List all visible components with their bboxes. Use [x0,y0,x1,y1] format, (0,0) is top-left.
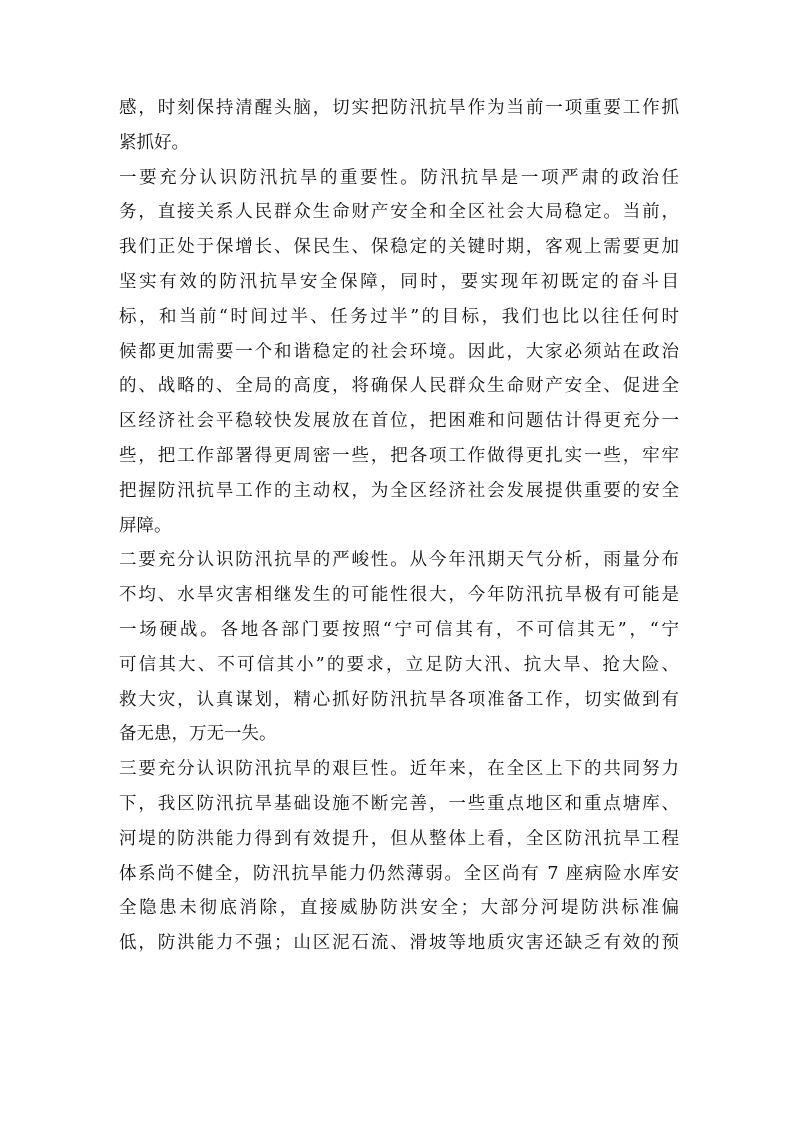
text-line: 紧抓好。 [119,132,189,153]
text-line: 一场硬战。各地各部门要按照“宁可信其有，不可信其无”，“宁 [119,619,679,640]
text-line: 的、战略的、全局的高度，将确保人民群众生命财产安全、促进全 [119,376,679,397]
text-line: 我们正处于保增长、保民生、保稳定的关键时期，客观上需要更加 [119,237,679,258]
text-line: 二要充分认识防汛抗旱的严峻性。从今年汛期天气分析，雨量分布 [119,550,679,571]
text-line: 可信其大、不可信其小”的要求，立足防大汛、抗大旱、抢大险、 [119,654,679,675]
text-line: 区经济社会平稳较快发展放在首位，把困难和问题估计得更充分一 [119,411,679,432]
text-line: 标，和当前“时间过半、任务过半”的目标，我们也比以往任何时 [119,306,679,327]
text-line: 些，把工作部署得更周密一些，把各项工作做得更扎实一些，牢牢 [119,445,679,466]
document-body [119,91,679,961]
text-line: 三要充分认识防汛抗旱的艰巨性。近年来，在全区上下的共同努力 [119,759,679,780]
text-line: 候都更加需要一个和谐稳定的社会环境。因此，大家必须站在政治 [119,341,679,362]
text-line: 低，防洪能力不强；山区泥石流、滑坡等地质灾害还缺乏有效的预 [119,933,679,954]
text-line: 河堤的防洪能力得到有效提升，但从整体上看，全区防汛抗旱工程 [119,828,679,849]
text-line: 救大灾，认真谋划，精心抓好防汛抗旱各项准备工作，切实做到有 [119,689,679,710]
text-line: 下，我区防汛抗旱基础设施不断完善，一些重点地区和重点塘库、 [119,793,679,814]
text-line: 一要充分认识防汛抗旱的重要性。防汛抗旱是一项严肃的政治任 [119,167,679,188]
text-line: 屏障。 [119,515,172,536]
text-line: 务，直接关系人民群众生命财产安全和全区社会大局稳定。当前， [119,202,679,223]
text-line: 备无患，万无一失。 [119,724,277,745]
text-line: 全隐患未彻底消除，直接威胁防洪安全；大部分河堤防洪标准偏 [119,898,679,919]
text-line: 不均、水旱灾害相继发生的可能性很大，今年防汛抗旱极有可能是 [119,585,679,606]
text-line: 感，时刻保持清醒头脑，切实把防汛抗旱作为当前一项重要工作抓 [119,98,679,118]
text-line: 体系尚不健全，防汛抗旱能力仍然薄弱。全区尚有 7 座病险水库安 [119,863,679,884]
text-line: 坚实有效的防汛抗旱安全保障，同时，要实现年初既定的奋斗目 [119,271,679,292]
text-line: 把握防汛抗旱工作的主动权，为全区经济社会发展提供重要的安全 [119,480,679,501]
